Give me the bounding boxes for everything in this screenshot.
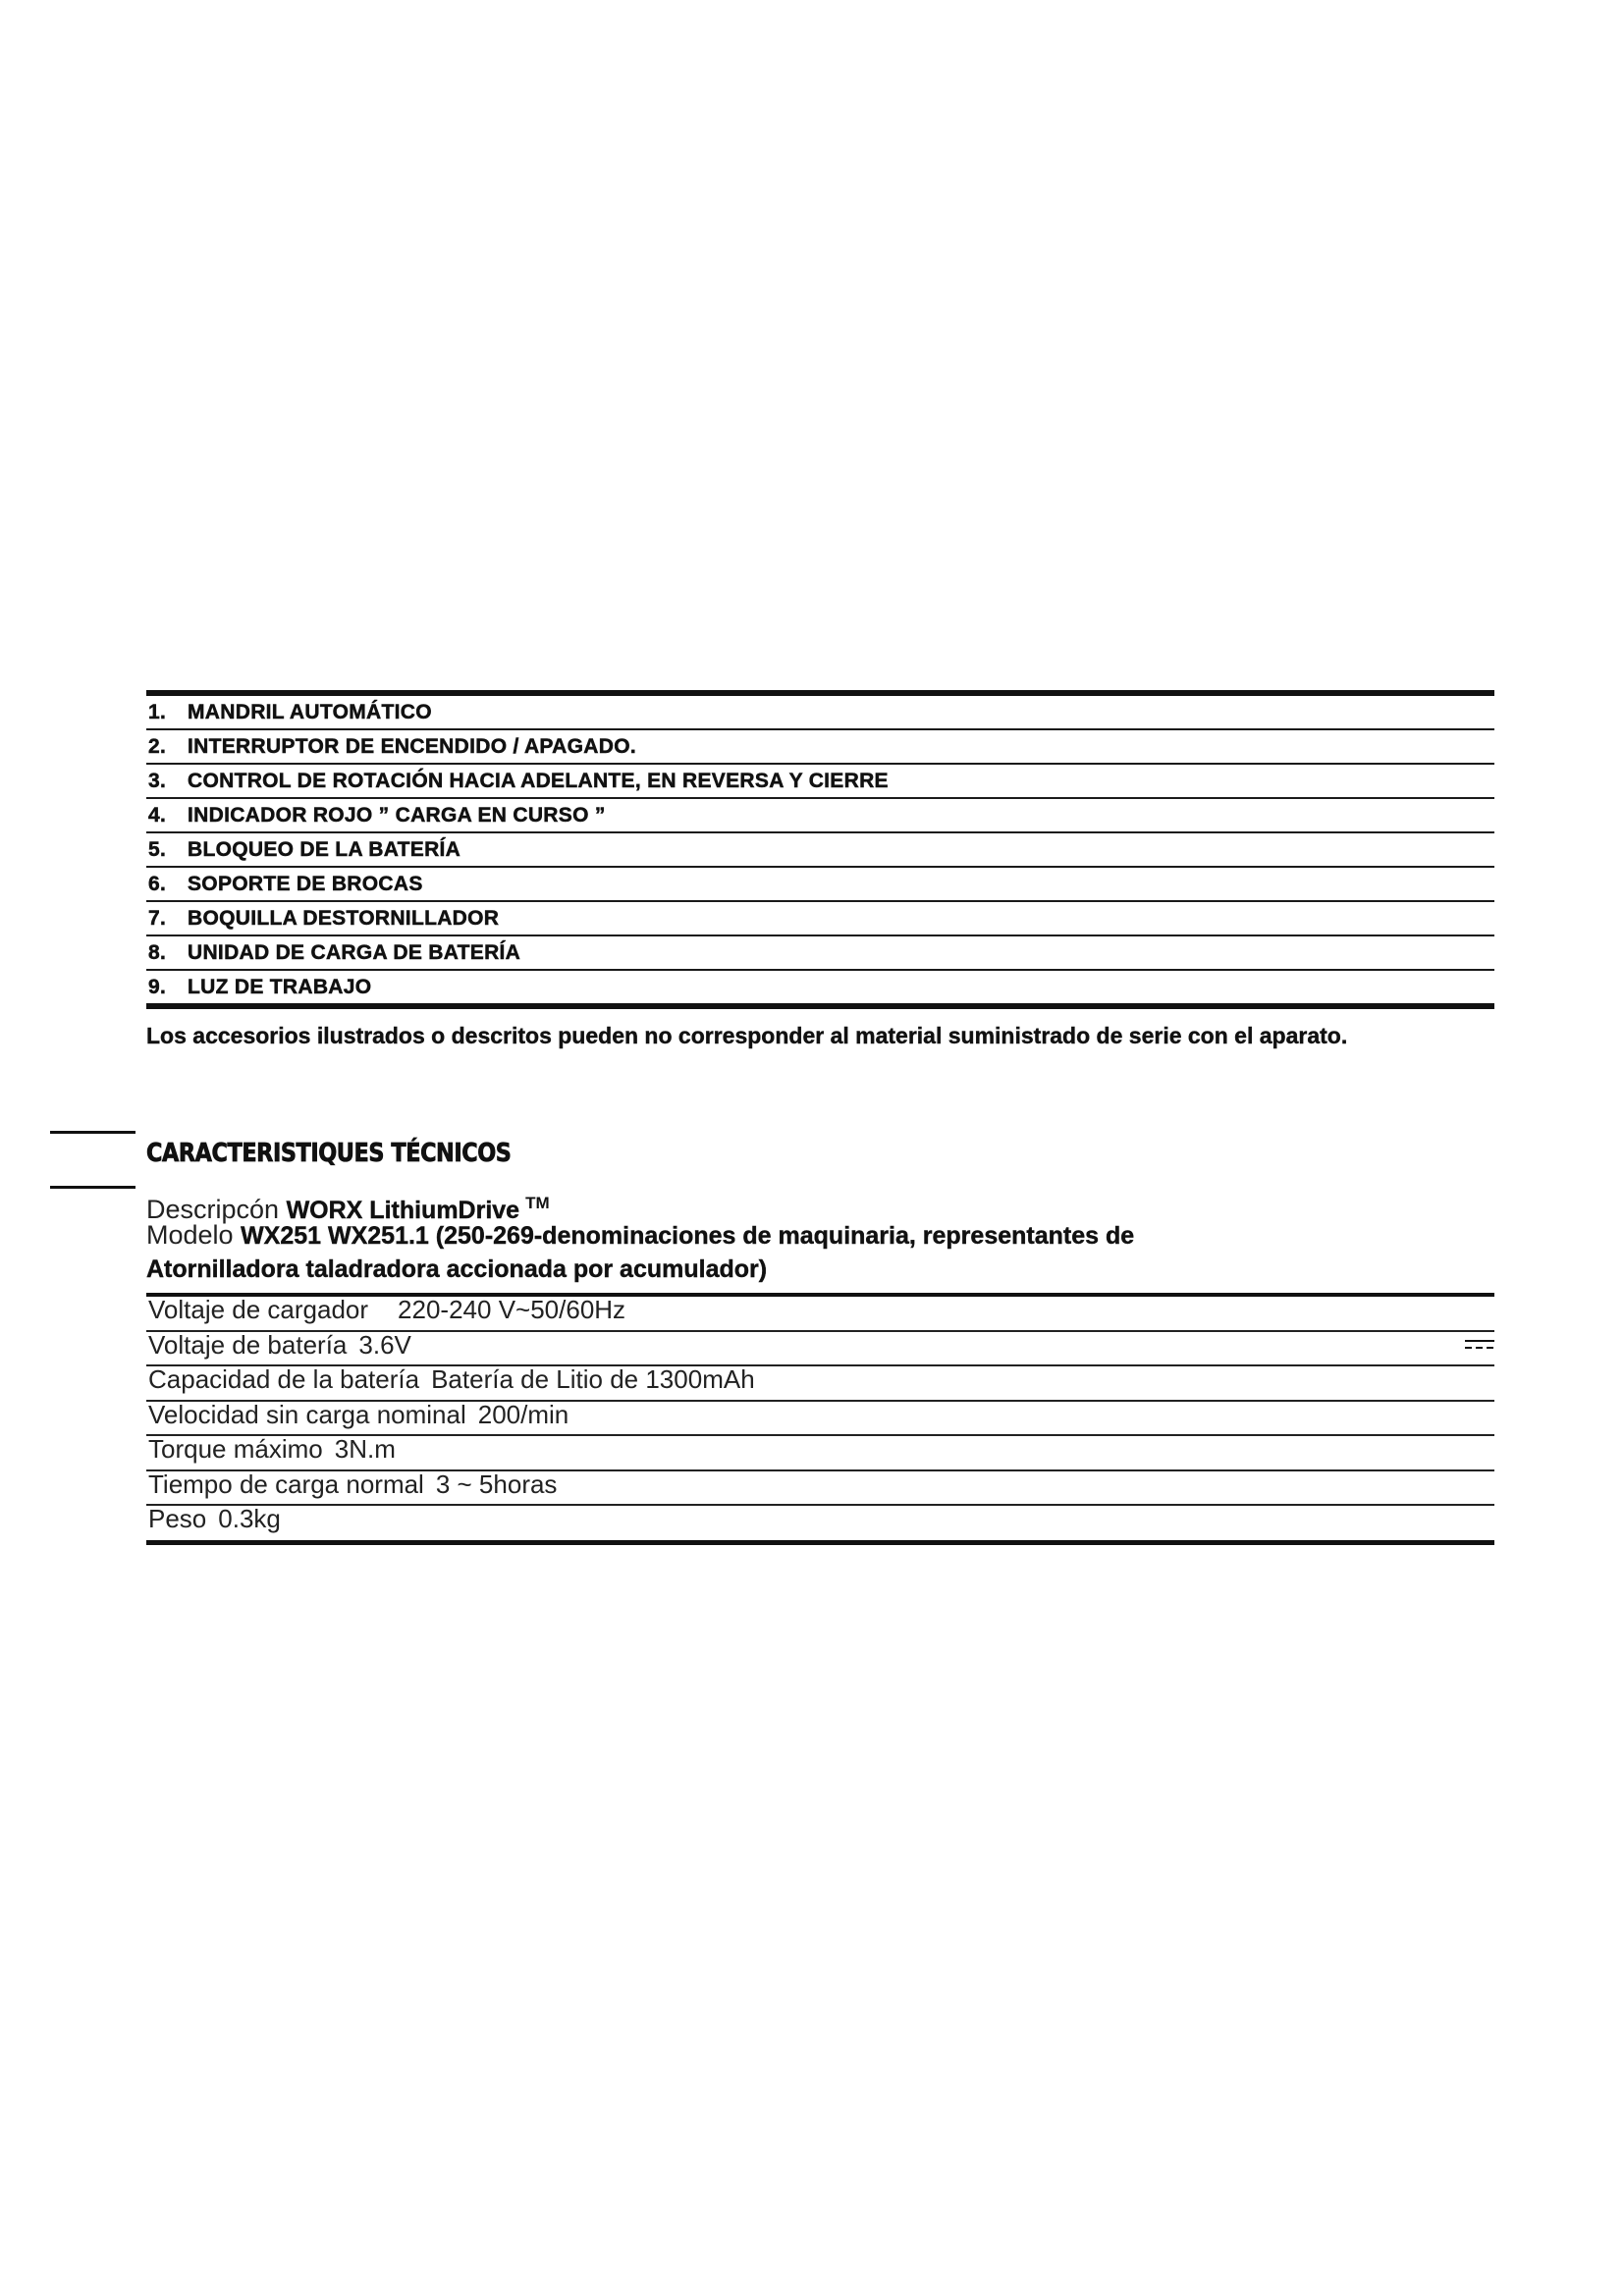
spec-value: 220-240 V~50/60Hz [398,1295,626,1324]
section-title: CARACTERISTIQUES TÉCNICOS [146,1139,512,1168]
item-label: BOQUILLA DESTORNILLADOR [188,907,500,930]
spec-label: Voltaje de batería [148,1329,348,1360]
item-number: 3. [148,770,167,792]
model-label: Modelo [146,1220,234,1250]
dc-current-icon [1465,1340,1494,1354]
item-number: 6. [148,873,167,895]
section-rule-top [50,1131,135,1134]
table-row [146,1468,1494,1507]
item-label: INTERRUPTOR DE ENCENDIDO / APAGADO. [188,735,636,758]
list-item [146,833,1494,868]
spec-value: Batería de Litio de 1300mAh [431,1364,755,1394]
item-label: CONTROL DE ROTACIÓN HACIA ADELANTE, EN REVERSA Y CIERRE [188,770,889,792]
spec-label: Voltaje de cargador [148,1295,369,1324]
spec-label: Capacidad de la batería [148,1364,420,1394]
item-number: 5. [148,838,167,861]
table-row [146,1399,1494,1437]
spec-value: 3.6V [358,1329,411,1360]
list-item [146,765,1494,799]
item-number: 8. [148,941,167,964]
list-item [146,936,1494,971]
spec-label: Peso [148,1504,207,1533]
item-label: BLOQUEO DE LA BATERÍA [188,838,461,861]
section-rule-bottom [50,1186,135,1189]
table-row [146,1366,1494,1402]
spec-label: Tiempo de carga normal [148,1468,424,1499]
model-value-line1: WX251 WX251.1 (250-269-denominaciones de maquinaria, representantes de [241,1222,1135,1250]
spec-label: Torque máximo [148,1434,323,1464]
spec-value: 200/min [477,1399,569,1429]
table-row [146,1329,1494,1367]
table-row [146,1297,1494,1332]
item-number: 9. [148,976,167,998]
parts-list [146,690,1494,1009]
spec-value: 0.3kg [218,1504,281,1533]
item-number: 2. [148,735,167,758]
item-label: SOPORTE DE BROCAS [188,873,423,895]
item-label: LUZ DE TRABAJO [188,976,372,998]
spec-label: Velocidad sin carga nominal [148,1399,466,1429]
description-label: Descripcón [146,1195,280,1224]
trademark-mark: TM [525,1194,550,1212]
list-item [146,971,1494,1003]
item-label: INDICADOR ROJO ” CARGA EN CURSO ” [188,804,606,827]
list-item [146,730,1494,765]
item-label: UNIDAD DE CARGA DE BATERÍA [188,941,521,964]
list-item [146,799,1494,833]
description-brand: WORX LithiumDrive [286,1197,520,1224]
item-label: MANDRIL AUTOMÁTICO [188,701,432,723]
item-number: 1. [148,701,167,723]
spec-value: 3 ~ 5horas [435,1468,558,1499]
spec-value: 3N.m [334,1434,396,1464]
list-item [146,868,1494,902]
item-number: 7. [148,907,167,930]
item-number: 4. [148,804,167,827]
table-row [146,1436,1494,1471]
accessories-note: Los accesorios ilustrados o descritos pueden no corresponder al material suministrado de serie con el aparato. [146,1023,1348,1048]
list-item [146,696,1494,730]
specs-table [146,1293,1494,1545]
model-block [146,1219,1494,1286]
list-item [146,902,1494,936]
table-row [146,1506,1494,1540]
model-value-line2: Atornilladora taladradora accionada por acumulador) [146,1255,768,1283]
